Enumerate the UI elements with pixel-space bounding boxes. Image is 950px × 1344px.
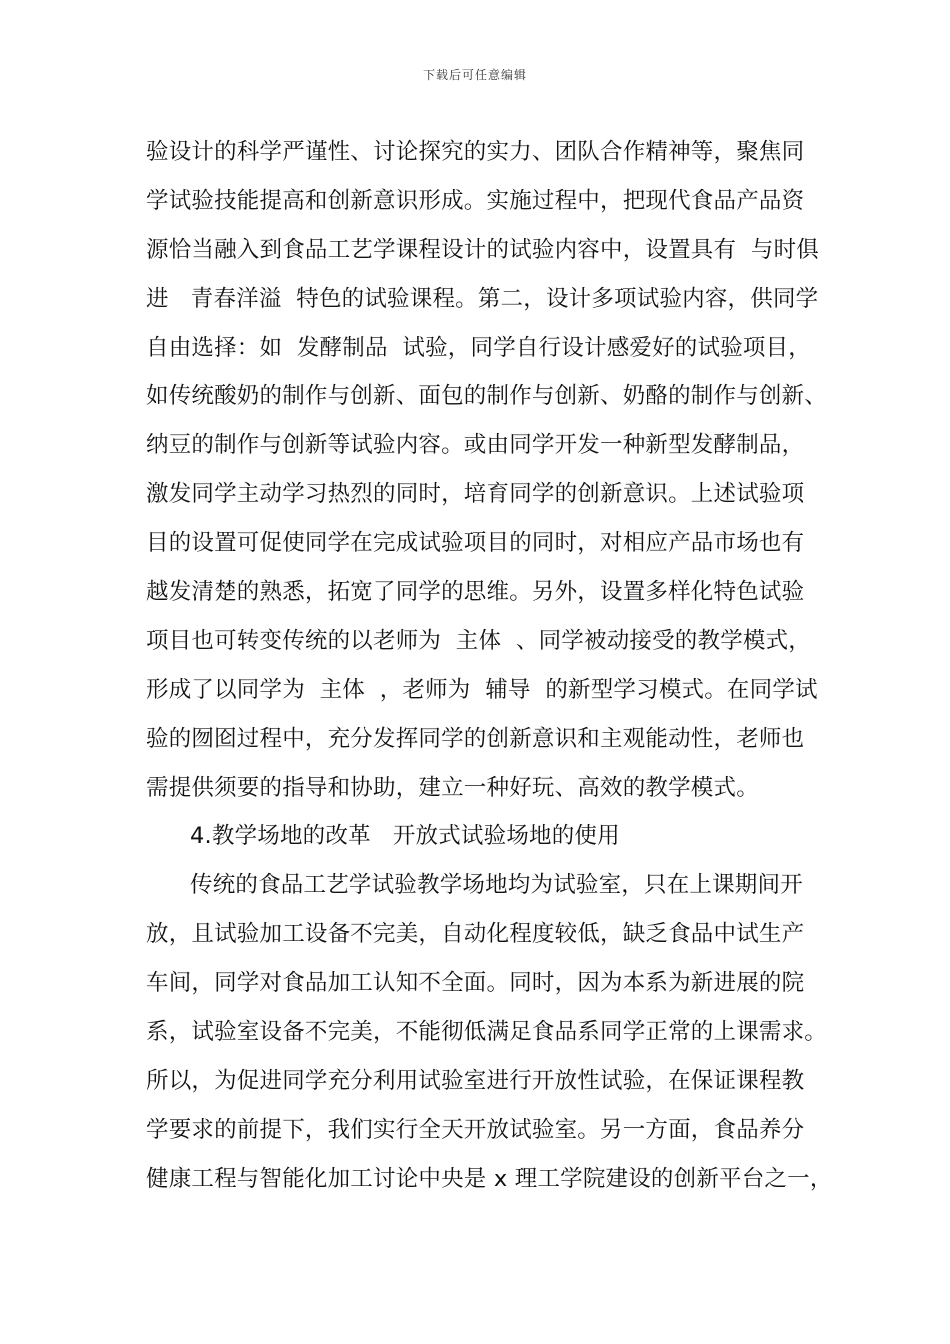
text-line: 车间，同学对食品加工认知不全面。同时，因为本系为新进展的院 — [146, 970, 805, 997]
text-line: 如传统酸奶的制作与创新、面包的制作与创新、奶酪的制作与创新、 — [146, 383, 828, 410]
text-line: 目的设置可促使同学在完成试验项目的同时，对相应产品市场也有 — [146, 530, 805, 557]
text-line: 需提供须要的指导和协助，建立一种好玩、高效的教学模式。 — [146, 774, 759, 801]
text-line: 传统的食品工艺学试验教学场地均为试验室，只在上课期间开 — [190, 872, 803, 899]
page-header: 下载后可任意编辑 — [422, 68, 527, 82]
text-line: 学要求的前提下，我们实行全天开放试验室。另一方面，食品养分 — [146, 1116, 805, 1143]
text-line: 所以，为促进同学充分利用试验室进行开放性试验，在保证课程教 — [146, 1067, 805, 1094]
text-line: 自由选择：如 发酵制品 试验，同学自行设计感爱好的试验项目， — [146, 334, 812, 361]
text-line: 验设计的科学严谨性、讨论探究的实力、团队合作精神等，聚焦同 — [146, 139, 805, 165]
text-line: 越发清楚的熟悉，拓宽了同学的思维。另外，设置多样化特色试验 — [146, 579, 805, 606]
text-line: 放，且试验加工设备不完美，自动化程度较低，缺乏食品中试生产 — [146, 921, 805, 948]
text-line: 学试验技能提高和创新意识形成。实施过程中，把现代食品产品资 — [146, 187, 805, 214]
text-line: 激发同学主动学习热烈的同时，培育同学的创新意识。上述试验项 — [146, 481, 805, 508]
text-line: 源恰当融入到食品工艺学课程设计的试验内容中，设置具有 与时俱 — [146, 236, 820, 263]
text-line: 健康工程与智能化加工讨论中央是 x 理工学院建设的创新平台之一， — [146, 1165, 833, 1192]
text-line: 纳豆的制作与创新等试验内容。或由同学开发一种新型发酵制品， — [146, 432, 805, 459]
text-line: 项目也可转变传统的以老师为 主体 、同学被动接受的教学模式， — [146, 627, 812, 654]
text-line: 系，试验室设备不完美，不能彻低满足食品系同学正常的上课需求。 — [146, 1019, 828, 1046]
text-line: 进 青春洋溢 特色的试验课程。第二，设计多项试验内容，供同学 — [146, 285, 819, 312]
text-line: 形成了以同学为 主体 ，老师为 辅导 的新型学习模式。在同学试 — [146, 676, 818, 703]
section-heading: 4.教学场地的改革 开放式试验场地的使用 — [190, 823, 620, 850]
document-body — [146, 128, 833, 1204]
text-line: 验的囫囵过程中，充分发挥同学的创新意识和主观能动性，老师也 — [146, 725, 805, 752]
